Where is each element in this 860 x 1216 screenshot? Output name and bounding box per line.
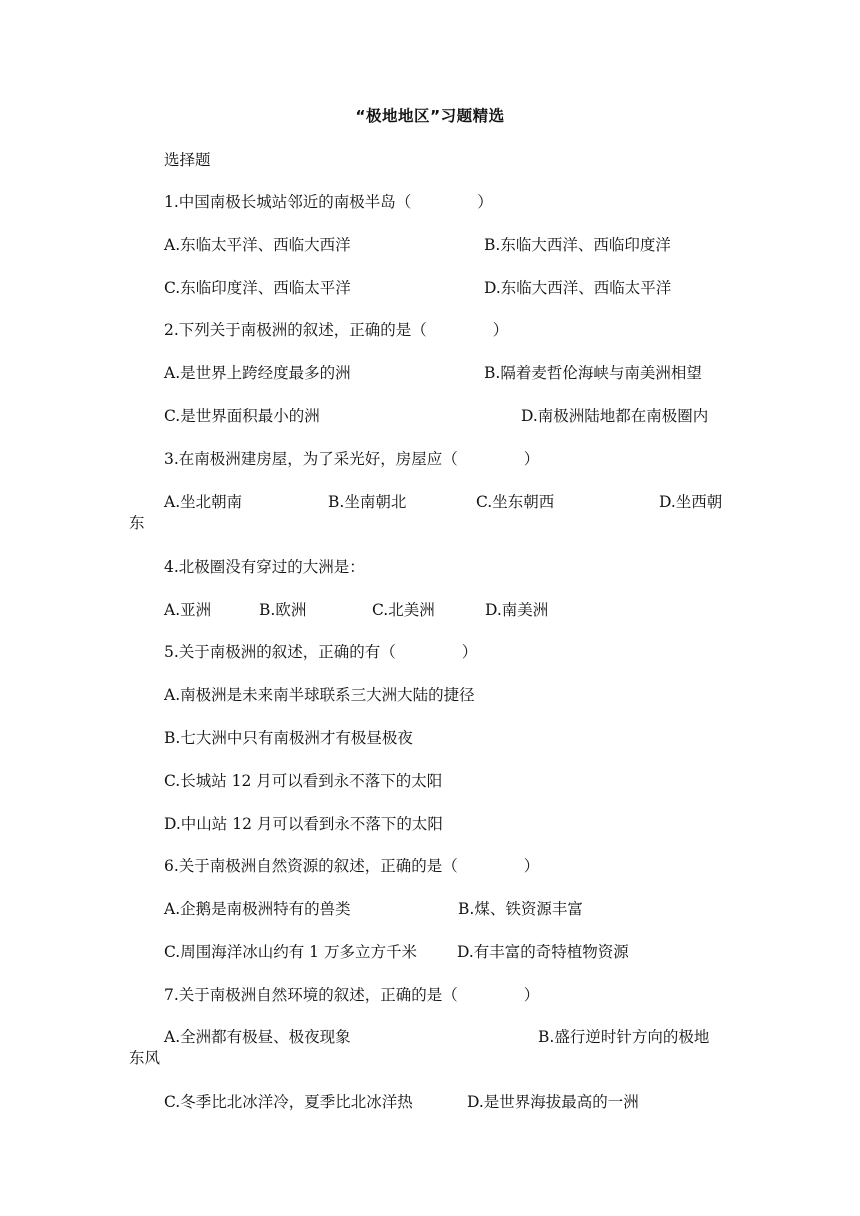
question-7-stem: 7.关于南极洲自然环境的叙述，正确的是（ — [164, 986, 458, 1004]
question-4-option-c: C.北美洲 — [372, 601, 435, 619]
question-5 — [164, 642, 477, 662]
close-paren: ） — [523, 450, 540, 468]
question-2-option-b: B.隔着麦哲伦海峡与南美洲相望 — [484, 364, 702, 382]
question-2-option-d: D.南极洲陆地都在南极圈内 — [521, 407, 709, 425]
question-6-option-b: B.煤、铁资源丰富 — [458, 900, 583, 918]
close-paren: ） — [523, 986, 540, 1004]
question-6-stem: 6.关于南极洲自然资源的叙述，正确的是（ — [164, 857, 458, 875]
question-1-option-c: C.东临印度洋、西临太平洋 — [164, 279, 351, 297]
question-5-option-c: C.长城站 12 月可以看到永不落下的太阳 — [164, 772, 443, 790]
question-3 — [164, 449, 539, 469]
question-2-option-c: C.是世界面积最小的洲 — [164, 407, 320, 425]
close-paren: ） — [461, 643, 478, 661]
question-3-option-d: D.坐西朝 — [659, 493, 723, 511]
question-5-option-a: A.南极洲是未来南半球联系三大洲大陆的捷径 — [164, 686, 475, 704]
question-7 — [164, 985, 539, 1005]
question-5-option-b: B.七大洲中只有南极洲才有极昼极夜 — [164, 729, 413, 747]
question-7-option-d: D.是世界海拔最高的一洲 — [467, 1093, 639, 1111]
question-7-option-a: A.全洲都有极昼、极夜现象 — [164, 1028, 351, 1046]
question-2-option-a: A.是世界上跨经度最多的洲 — [164, 364, 351, 382]
question-3-stem: 3.在南极洲建房屋，为了采光好，房屋应（ — [164, 450, 458, 468]
question-7-option-b: B.盛行逆时针方向的极地 — [538, 1028, 710, 1046]
question-6-option-c: C.周围海洋冰山约有 1 万多立方千米 — [164, 943, 417, 961]
question-6-option-a: A.企鹅是南极洲特有的兽类 — [164, 900, 351, 918]
question-1-stem: 1.中国南极长城站邻近的南极半岛（ — [164, 193, 412, 211]
question-2 — [164, 320, 508, 340]
close-paren: ） — [523, 857, 540, 875]
question-7-option-b-wrap: 东风 — [129, 1049, 161, 1067]
question-6 — [164, 856, 539, 876]
question-1-option-b: B.东临大西洋、西临印度洋 — [484, 236, 671, 254]
close-paren: ） — [477, 193, 493, 211]
question-4-stem: 4.北极圈没有穿过的大洲是： — [164, 558, 365, 576]
question-2-stem: 2.下列关于南极洲的叙述，正确的是（ — [164, 321, 427, 339]
question-3-option-d-wrap: 东 — [129, 514, 145, 532]
page-title: “极地地区”习题精选 — [355, 107, 505, 125]
close-paren: ） — [492, 321, 509, 339]
question-3-option-c: C.坐东朝西 — [476, 493, 555, 511]
question-3-option-a: A.坐北朝南 — [164, 493, 243, 511]
question-6-option-d: D.有丰富的奇特植物资源 — [457, 943, 629, 961]
question-5-stem: 5.关于南极洲的叙述，正确的有（ — [164, 643, 396, 661]
question-1 — [164, 192, 493, 212]
question-1-option-d: D.东临大西洋、西临太平洋 — [484, 279, 672, 297]
question-7-option-c: C.冬季比北冰洋冷，夏季比北冰洋热 — [164, 1093, 413, 1111]
question-1-option-a: A.东临太平洋、西临大西洋 — [164, 236, 351, 254]
question-3-option-b: B.坐南朝北 — [328, 493, 407, 511]
question-5-option-d: D.中山站 12 月可以看到永不落下的太阳 — [164, 815, 443, 833]
question-4-option-a: A.亚洲 — [164, 601, 212, 619]
section-heading: 选择题 — [164, 151, 211, 169]
question-4-option-b: B.欧洲 — [259, 601, 307, 619]
question-4-option-d: D.南美洲 — [485, 601, 549, 619]
